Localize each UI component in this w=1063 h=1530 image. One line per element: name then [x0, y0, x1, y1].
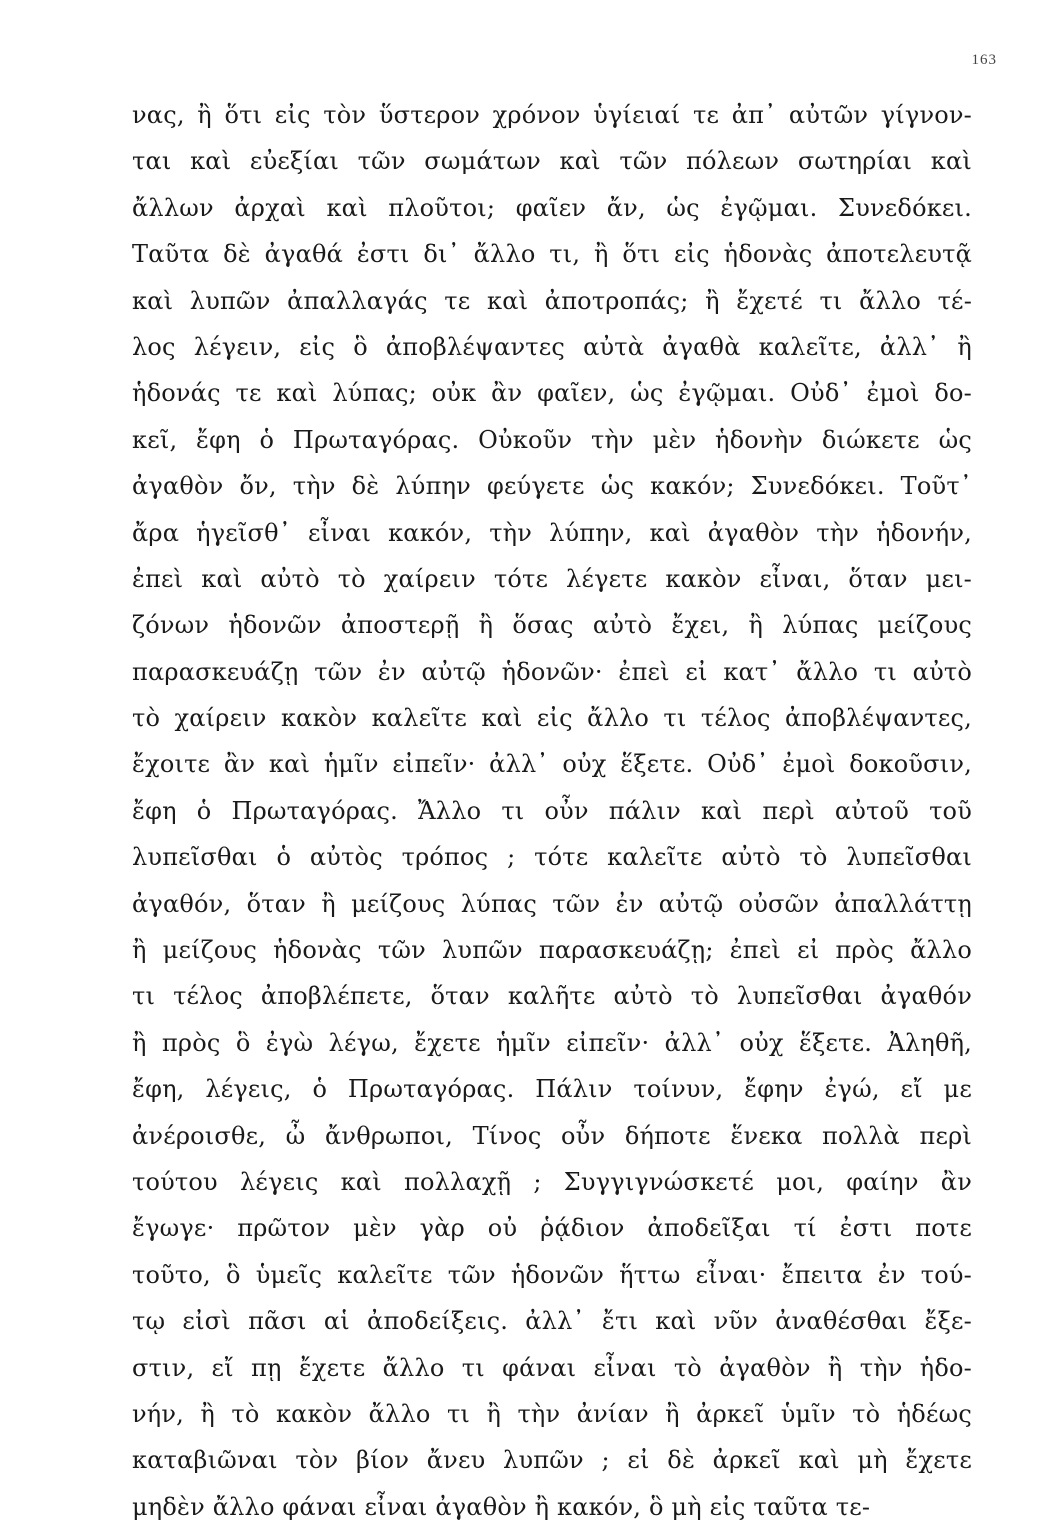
text-line: καὶ λυπῶν ἀπαλλαγάς τε καὶ ἀποτροπάς; ἢ ἔχετέ τι ἄλλο τέ- — [132, 286, 972, 315]
text-line: λος λέγειν, εἰς ὃ ἀποβλέψαντες αὐτὰ ἀγαθὰ καλεῖτε, ἀλλ᾽ ἢ — [132, 332, 972, 361]
text-line: Ταῦτα δὲ ἀγαθά ἐστι δι᾽ ἄλλο τι, ἢ ὅτι εἰς ἡδονὰς ἀποτελευτᾷ — [132, 240, 972, 269]
page-number: 163 — [971, 52, 997, 68]
text-line: τοῦτο, ὃ ὑμεῖς καλεῖτε τῶν ἡδονῶν ἥττω εἶναι· ἔπειτα ἐν τού- — [132, 1260, 972, 1289]
text-line: ἀγαθὸν ὄν, τὴν δὲ λύπην φεύγετε ὡς κακόν; Συνεδόκει. Τοῦτ᾽ — [132, 472, 972, 501]
text-line: τὸ χαίρειν κακὸν καλεῖτε καὶ εἰς ἄλλο τι τέλος ἀποβλέψαντες, — [132, 704, 972, 733]
text-line: τῳ εἰσὶ πᾶσι αἱ ἀποδείξεις. ἀλλ᾽ ἔτι καὶ νῦν ἀναθέσθαι ἔξε- — [132, 1307, 972, 1336]
text-line: παρασκευάζῃ τῶν ἐν αὐτῷ ἡδονῶν· ἐπεὶ εἰ κατ᾽ ἄλλο τι αὐτὸ — [132, 657, 972, 686]
greek-text-body — [132, 92, 972, 1530]
text-line: ἔχοιτε ἂν καὶ ἡμῖν εἰπεῖν· ἀλλ᾽ οὐχ ἕξετε. Οὐδ᾽ ἐμοὶ δοκοῦσιν, — [132, 750, 972, 779]
text-line: ἀνέροισθε, ὦ ἄνθρωποι, Τίνος οὖν δήποτε ἕνεκα πολλὰ περὶ — [132, 1121, 972, 1150]
text-line: ἡδονάς τε καὶ λύπας; οὐκ ἂν φαῖεν, ὡς ἐγῷμαι. Οὐδ᾽ ἐμοὶ δο- — [132, 379, 972, 408]
text-line: ἀγαθόν, ὅταν ἢ μείζους λύπας τῶν ἐν αὐτῷ οὐσῶν ἀπαλλάττῃ — [132, 889, 972, 918]
text-line: ται καὶ εὐεξίαι τῶν σωμάτων καὶ τῶν πόλεων σωτηρίαι καὶ — [132, 147, 972, 176]
text-line: ἔφη ὁ Πρωταγόρας. Ἄλλο τι οὖν πάλιν καὶ περὶ αὐτοῦ τοῦ — [132, 796, 972, 825]
text-line: ζόνων ἡδονῶν ἀποστερῇ ἢ ὅσας αὐτὸ ἔχει, ἢ λύπας μείζους — [132, 611, 972, 640]
text-line: ἔφη, λέγεις, ὁ Πρωταγόρας. Πάλιν τοίνυν, ἔφην ἐγώ, εἴ με — [132, 1075, 972, 1104]
text-line: ἢ μείζους ἡδονὰς τῶν λυπῶν παρασκευάζῃ; ἐπεὶ εἰ πρὸς ἄλλο — [132, 936, 972, 965]
text-line: κεῖ, ἔφη ὁ Πρωταγόρας. Οὐκοῦν τὴν μὲν ἡδονὴν διώκετε ὡς — [132, 425, 972, 454]
text-line: νας, ἢ ὅτι εἰς τὸν ὕστερον χρόνον ὑγίειαί τε ἀπ᾽ αὐτῶν γίγνον- — [132, 101, 972, 129]
text-line: μηδὲν ἄλλο φάναι εἶναι ἀγαθὸν ἢ κακόν, ὃ μὴ εἰς ταῦτα τε- — [132, 1492, 871, 1521]
text-line: ἢ πρὸς ὃ ἐγὼ λέγω, ἔχετε ἡμῖν εἰπεῖν· ἀλλ᾽ οὐχ ἕξετε. Ἀληθῆ, — [132, 1028, 972, 1057]
text-line: τι τέλος ἀποβλέπετε, ὅταν καλῆτε αὐτὸ τὸ λυπεῖσθαι ἀγαθόν — [132, 982, 972, 1011]
text-line: ἐπεὶ καὶ αὐτὸ τὸ χαίρειν τότε λέγετε κακὸν εἶναι, ὅταν μει- — [132, 564, 972, 593]
text-line: λυπεῖσθαι ὁ αὐτὸς τρόπος ; τότε καλεῖτε αὐτὸ τὸ λυπεῖσθαι — [132, 843, 972, 872]
text-line: στιν, εἴ πῃ ἔχετε ἄλλο τι φάναι εἶναι τὸ ἀγαθὸν ἢ τὴν ἡδο- — [132, 1353, 972, 1382]
text-line: νήν, ἢ τὸ κακὸν ἄλλο τι ἢ τὴν ἀνίαν ἢ ἀρκεῖ ὑμῖν τὸ ἡδέως — [132, 1399, 972, 1428]
text-line: ἔγωγε· πρῶτον μὲν γὰρ οὐ ῥᾴδιον ἀποδεῖξαι τί ἐστι ποτε — [132, 1214, 972, 1243]
text-line: ἄρα ἡγεῖσθ᾽ εἶναι κακόν, τὴν λύπην, καὶ ἀγαθὸν τὴν ἡδονήν, — [132, 518, 972, 547]
text-line: τούτου λέγεις καὶ πολλαχῇ ; Συγγιγνώσκετέ μοι, φαίην ἂν — [132, 1167, 972, 1196]
text-line: καταβιῶναι τὸν βίον ἄνευ λυπῶν ; εἰ δὲ ἀρκεῖ καὶ μὴ ἔχετε — [132, 1446, 972, 1475]
text-line: ἄλλων ἀρχαὶ καὶ πλοῦτοι; φαῖεν ἄν, ὡς ἐγῷμαι. Συνεδόκει. — [132, 193, 972, 222]
